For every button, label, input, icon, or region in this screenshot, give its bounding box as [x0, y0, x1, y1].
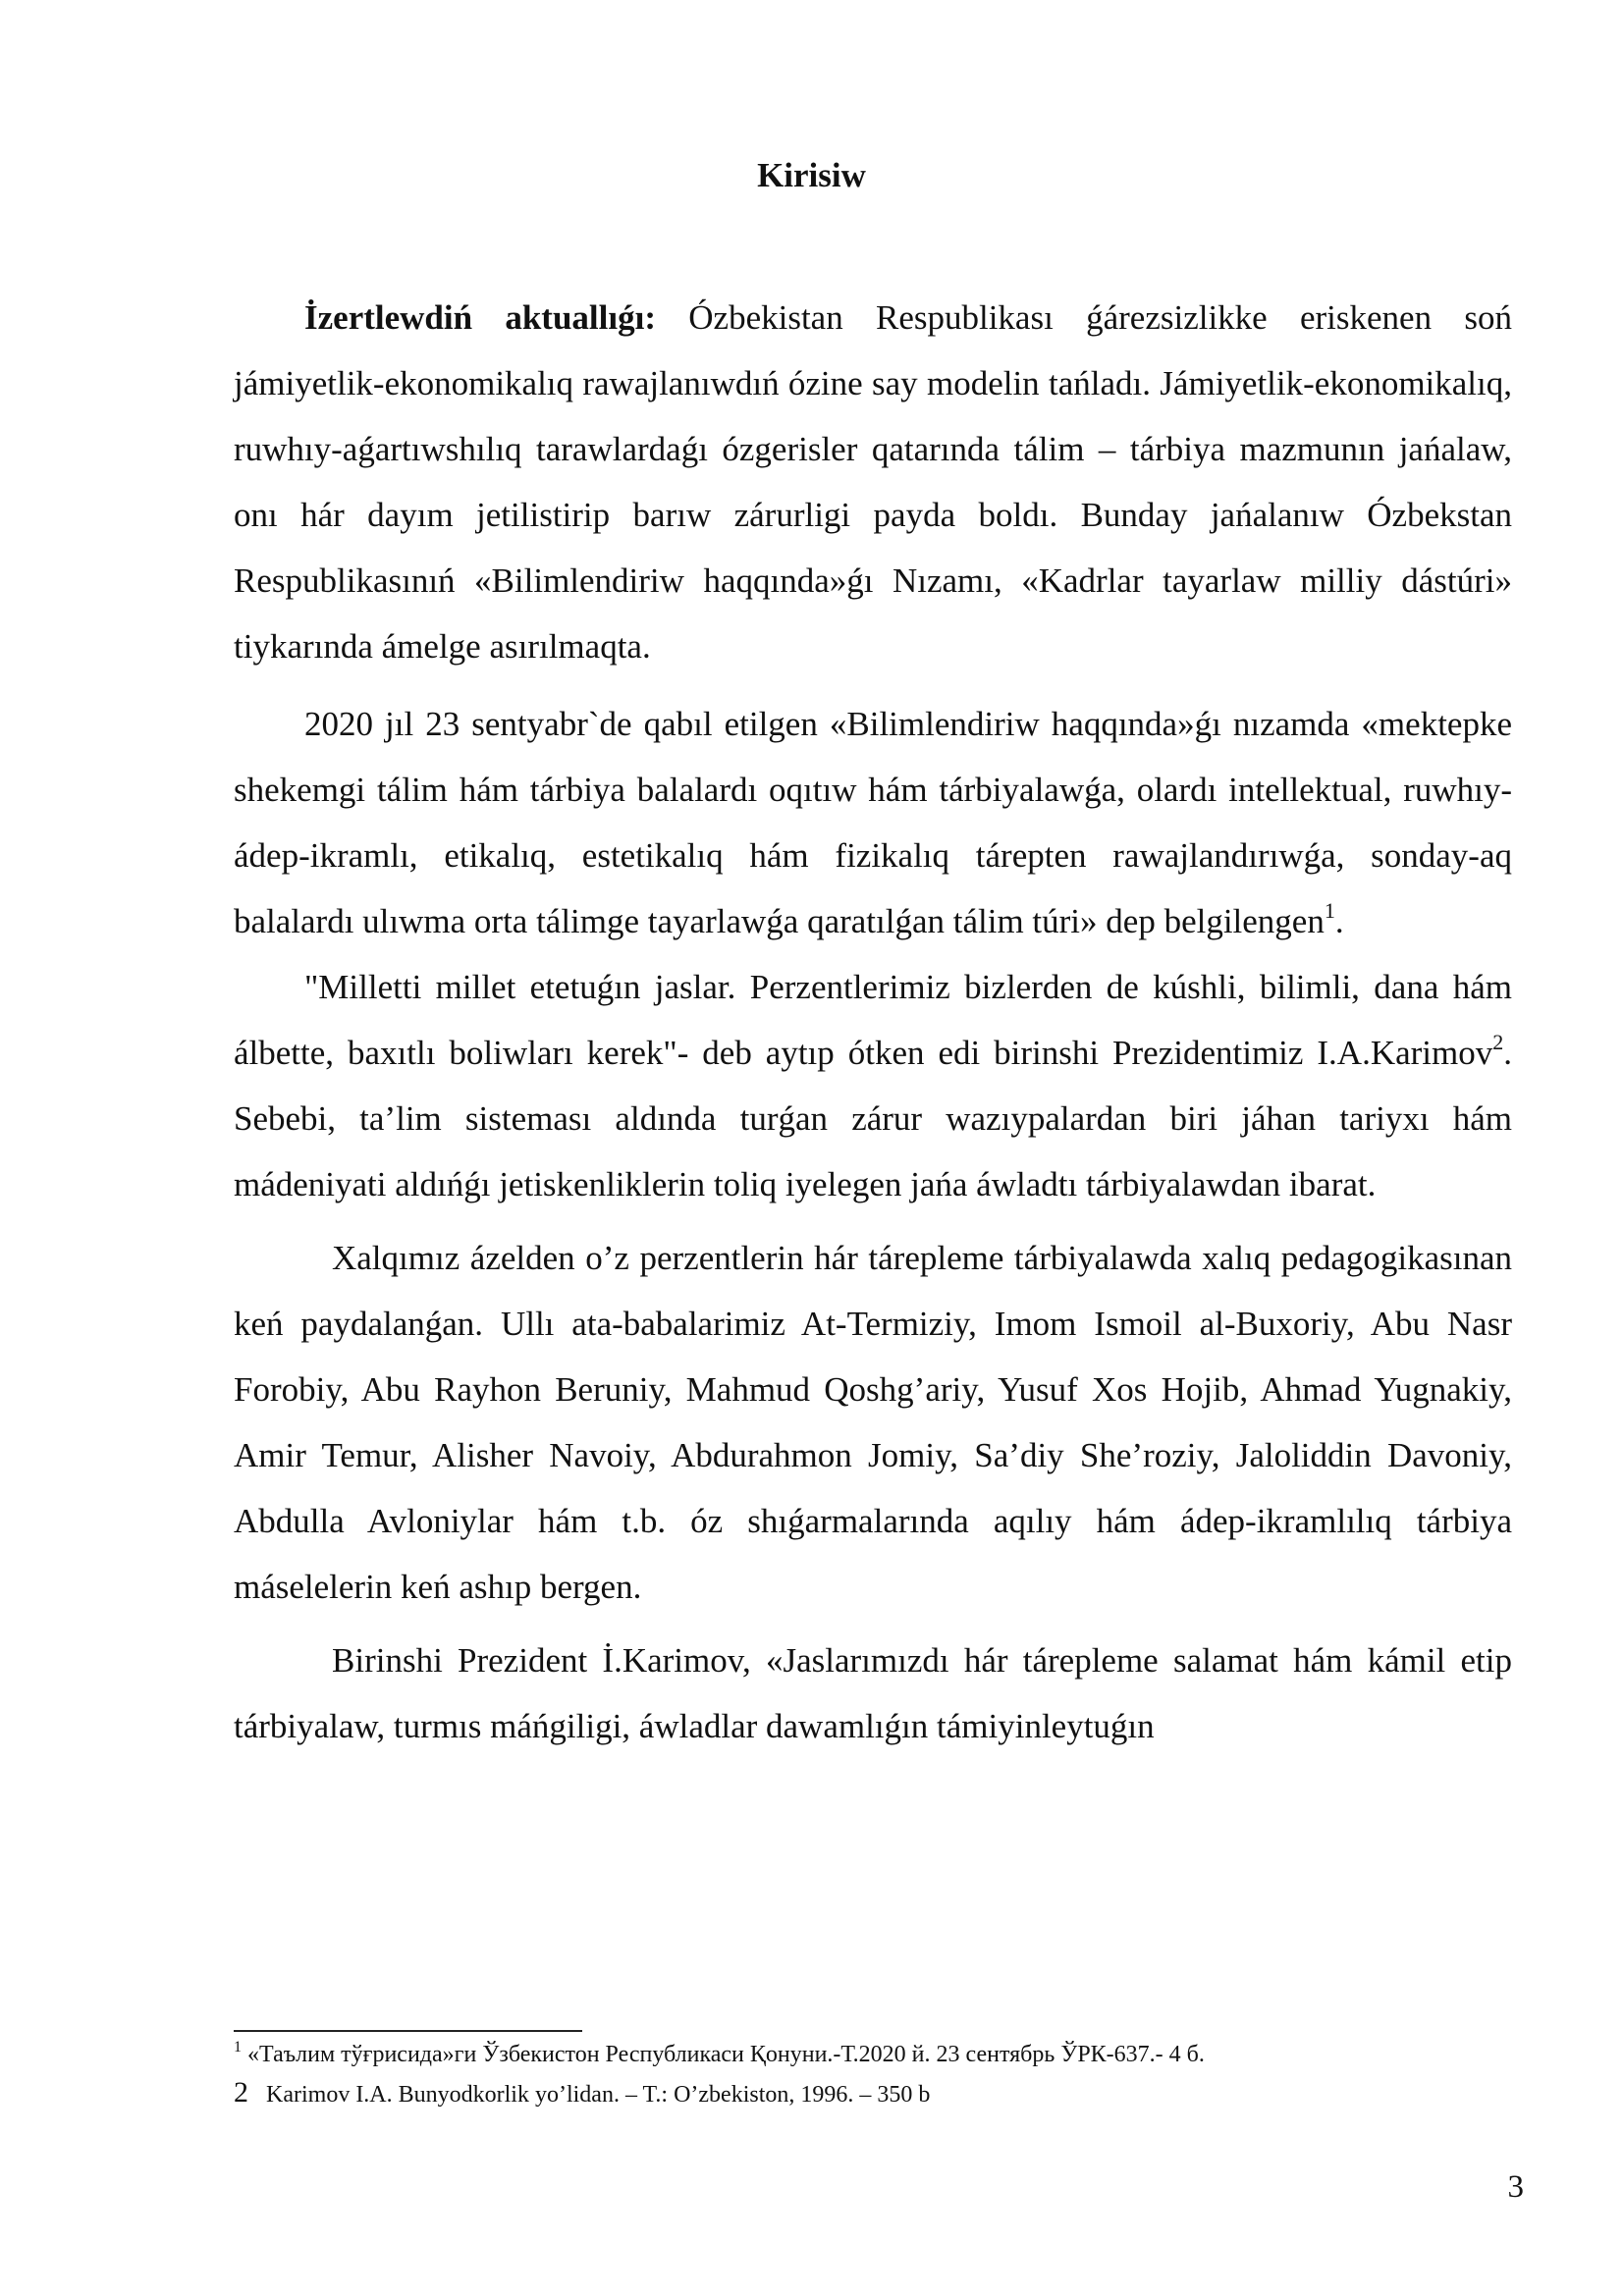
quote-text: "Milletti millet etetuǵın jaslar. Perzentlerimiz bizlerden de kúshli, bilimli, dana hám álbette, baxıtlı boliwları kerek"- deb aytıp ótken edi birinshi Prezidentimiz I.A.Karimov — [234, 968, 1512, 1072]
paragraph-relevance — [234, 285, 1512, 679]
footnote-2 — [234, 2075, 1512, 2112]
footnote-1-text: «Таълим тўғрисида»ги Ўзбекистон Республикаси Қонуни.-Т.2020 й. 23 сентябрь ЎРК-637.- 4 б. — [247, 2042, 1205, 2067]
quote-text-rest: . Sebebi, ta’lim sisteması aldında turǵan zárur wazıypalardan biri jáhan tariyxı hám mádeniyati aldıńǵı jetiskenliklerin toliq iyelegen jańa áwladtı tárbiyalawdan ibarat. — [234, 1034, 1512, 1203]
footnote-separator — [234, 2030, 582, 2032]
ancestors-text: Xalqımız ázelden o’z perzentlerin hár tárepleme tárbiyalawda xalıq pedagogikasınan keń paydalanǵan. Ullı ata-babalarimiz At-Termiziy, Imom Ismoil al-Buxoriy, Abu Nasr Forobiy, Abu Rayhon Beruniy, Mahmud Qoshg’ariy, Yusuf Xos Hojib, Ahmad Yugnakiy, Amir Temur, Alisher Navoiy, Abdurahmon Jomiy, Sa’diy She’roziy, Jaloliddin Davoniy, Abdulla Avloniylar hám t.b. óz shıǵarmalarında aqılıy hám ádep-ikramlılıq tárbiya máselelerin keń ashıp bergen. — [234, 1239, 1512, 1606]
relevance-text: Ózbekistan Respublikası ǵárezsizlikke eriskenen soń jámiyetlik-ekonomikalıq rawajlanıwdıń ózine say modelin tańladı. Jámiyetlik-ekonomikalıq, ruwhıy-aǵartıwshılıq tarawlardaǵı ózgerisler qatarında tálim – tárbiya mazmunın jańalaw, onı hár dayım jetilistirip barıw zárurligi payda boldı. Bunday jańalanıw Ózbekstan Respublikasınıń «Bilimlendiriw haqqında»ǵı Nızamı, «Kadrlar tayarlaw milliy dástúri» tiykarında ámelge asırılmaqta. — [234, 298, 1512, 666]
footnote-2-text: Karimov I.A. Bunyodkorlik yo’lidan. – T.: O’zbekiston, 1996. – 350 b — [266, 2082, 931, 2108]
footnote-2-mark: 2 — [234, 2076, 248, 2109]
body-text — [234, 285, 1512, 1759]
president-text: Birinshi Prezident İ.Karimov, «Jaslarımızdı hár tárepleme salamat hám kámil etip tárbiyalaw, turmıs máńgiligi, áwladlar dawamlıǵın támiyinleytuǵın — [234, 1641, 1512, 1745]
footnote-ref-1[interactable]: 1 — [1324, 898, 1335, 924]
footnote-1-mark: 1 — [234, 2039, 242, 2056]
page-number: 3 — [1507, 2169, 1524, 2205]
footnote-1 — [234, 2037, 1512, 2075]
relevance-lead: İzertlewdiń aktuallıǵı: — [304, 298, 656, 337]
paragraph-law — [234, 691, 1512, 954]
page-title: Kirisiw — [757, 156, 866, 194]
footnote-ref-2[interactable]: 2 — [1492, 1030, 1504, 1055]
law-text-end: . — [1334, 902, 1344, 940]
paragraph-president — [234, 1628, 1512, 1759]
footnotes — [234, 2037, 1512, 2112]
paragraph-quote — [234, 954, 1512, 1217]
law-text: 2020 jıl 23 sentyabr`de qabıl etilgen «Bilimlendiriw haqqında»ǵı nızamda «mektepke shekemgi tálim hám tárbiya balalardı oqıtıw hám tárbiyalawǵa, olardı intellektual, ruwhıy-ádep-ikramlı, etikalıq, estetikalıq hám fizikalıq tárepten rawajlandırıwǵa, sonday-aq balalardı ulıwma orta tálimge tayarlawǵa qaratılǵan tálim túri» dep belgilengen — [234, 705, 1512, 940]
paragraph-ancestors — [234, 1225, 1512, 1620]
